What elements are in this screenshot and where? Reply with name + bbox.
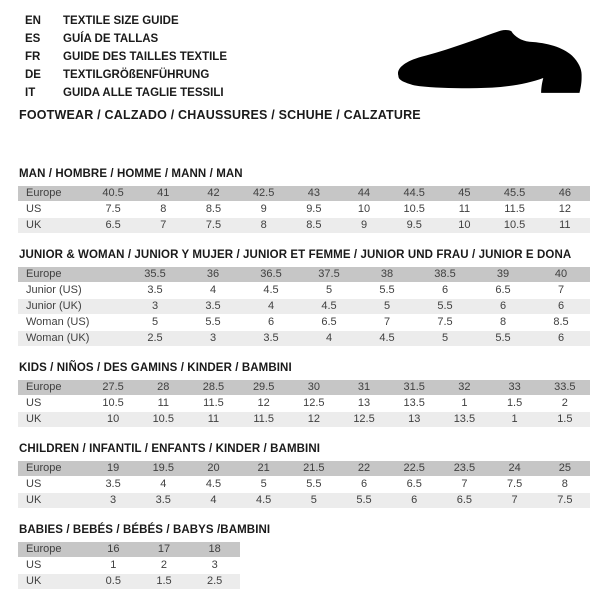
size-section-children [18,443,590,509]
table-row [18,461,590,476]
size-cell: 4.5 [300,299,358,314]
size-cell: 12.5 [289,396,339,411]
language-row [25,30,227,48]
size-table-babies [18,541,240,590]
row-label: Junior (US) [18,283,126,298]
size-cell: 2 [540,396,590,411]
size-cell: 3.5 [126,283,184,298]
size-cell: 12 [540,202,590,217]
size-cell: 11.5 [490,202,540,217]
size-cell: 1 [490,412,540,427]
size-cell: 4 [184,283,242,298]
table-row [18,283,590,298]
size-cell: 13.5 [389,396,439,411]
size-cell: 5 [289,493,339,508]
table-row [18,396,590,411]
table-row [18,380,590,395]
size-cell: 31.5 [389,380,439,395]
size-cell: 3.5 [242,331,300,346]
size-cell: 3 [88,493,138,508]
size-cell: 8 [239,218,289,233]
size-cell: 6.5 [389,477,439,492]
size-cell: 9.5 [389,218,439,233]
size-cell: 4 [300,331,358,346]
size-cell: 5 [416,331,474,346]
size-cell: 5 [126,315,184,330]
size-table-junior-woman [18,266,590,347]
language-label: TEXTILGRÖßENFÜHRUNG [63,69,210,81]
row-label: US [18,396,88,411]
row-label: Europe [18,380,88,395]
size-cell: 11 [439,202,489,217]
size-cell: 1.5 [139,574,190,589]
size-cell: 5.5 [289,477,339,492]
size-cell: 36 [184,267,242,282]
size-cell: 7.5 [188,218,238,233]
size-cell: 12 [289,412,339,427]
size-cell: 10.5 [88,396,138,411]
size-cell: 7 [439,477,489,492]
size-cell: 3.5 [88,477,138,492]
category-line: FOOTWEAR / CALZADO / CHAUSSURES / SCHUHE / CALZATURE [19,108,421,122]
table-row [18,186,590,201]
size-cell: 12.5 [339,412,389,427]
row-label: Woman (UK) [18,331,126,346]
size-cell: 4.5 [239,493,289,508]
size-cell: 35.5 [126,267,184,282]
table-row [18,315,590,330]
size-cell: 6.5 [88,218,138,233]
size-cell: 23.5 [439,461,489,476]
size-cell: 5 [239,477,289,492]
size-cell: 8.5 [188,202,238,217]
row-label: Woman (US) [18,315,126,330]
size-cell: 21 [239,461,289,476]
size-cell: 41 [138,186,188,201]
size-cell: 1 [88,558,139,573]
size-cell: 7 [138,218,188,233]
size-cell: 20 [188,461,238,476]
size-cell: 7.5 [540,493,590,508]
row-label: UK [18,574,88,589]
size-cell: 10 [88,412,138,427]
size-cell: 39 [474,267,532,282]
size-cell: 30 [289,380,339,395]
table-row [18,574,240,589]
size-cell: 31 [339,380,389,395]
row-label: US [18,558,88,573]
size-cell: 44 [339,186,389,201]
language-label: GUIDE DES TAILLES TEXTILE [63,51,227,63]
size-cell: 4 [138,477,188,492]
table-row [18,331,590,346]
size-cell: 21.5 [289,461,339,476]
size-cell: 6.5 [439,493,489,508]
table-row [18,267,590,282]
size-cell: 3 [184,331,242,346]
row-label: UK [18,412,88,427]
size-cell: 13 [389,412,439,427]
size-cell: 6 [532,331,590,346]
language-label: GUÍA DE TALLAS [63,33,159,45]
size-cell: 5.5 [358,283,416,298]
language-code: EN [25,15,41,27]
size-cell: 13.5 [439,412,489,427]
size-cell: 4 [188,493,238,508]
size-cell: 38 [358,267,416,282]
size-cell: 8.5 [289,218,339,233]
table-row [18,493,590,508]
size-section-man [18,168,590,234]
size-cell: 3.5 [138,493,188,508]
size-cell: 1.5 [540,412,590,427]
size-cell: 40 [532,267,590,282]
size-cell: 7 [358,315,416,330]
size-cell: 10 [339,202,389,217]
size-cell: 6.5 [300,315,358,330]
size-cell: 22 [339,461,389,476]
size-cell: 5.5 [416,299,474,314]
size-cell: 5 [358,299,416,314]
language-label: TEXTILE SIZE GUIDE [63,15,179,27]
size-cell: 10.5 [490,218,540,233]
size-cell: 6 [389,493,439,508]
dress-shoe-icon [392,26,588,98]
size-cell: 36.5 [242,267,300,282]
size-cell: 46 [540,186,590,201]
size-cell: 11.5 [239,412,289,427]
size-cell: 4.5 [188,477,238,492]
size-cell: 11 [138,396,188,411]
size-cell: 8 [540,477,590,492]
size-cell: 9 [339,218,389,233]
size-cell: 27.5 [88,380,138,395]
row-label: Junior (UK) [18,299,126,314]
size-cell: 19 [88,461,138,476]
language-list [25,12,227,102]
size-cell: 3.5 [184,299,242,314]
section-title: BABIES / BEBÉS / BÉBÉS / BABYS /BAMBINI [19,524,271,536]
language-label: GUIDA ALLE TAGLIE TESSILI [63,87,224,99]
size-cell: 6 [339,477,389,492]
size-section-babies [18,524,590,590]
table-row [18,542,240,557]
row-label: UK [18,218,88,233]
size-cell: 9.5 [289,202,339,217]
size-cell: 33.5 [540,380,590,395]
size-cell: 5 [300,283,358,298]
size-cell: 5.5 [184,315,242,330]
size-cell: 11 [188,412,238,427]
language-row [25,84,227,102]
table-row [18,202,590,217]
row-label: Europe [18,267,126,282]
size-cell: 1.5 [490,396,540,411]
size-cell: 16 [88,542,139,557]
size-table-children [18,460,590,509]
size-cell: 40.5 [88,186,138,201]
size-cell: 45.5 [490,186,540,201]
section-title: KIDS / NIÑOS / DES GAMINS / KINDER / BAMBINI [19,362,292,374]
size-cell: 10.5 [389,202,439,217]
size-cell: 13 [339,396,389,411]
row-label: US [18,477,88,492]
size-cell: 11 [540,218,590,233]
size-cell: 10.5 [138,412,188,427]
size-cell: 33 [490,380,540,395]
size-cell: 1 [439,396,489,411]
size-cell: 3 [126,299,184,314]
row-label: Europe [18,186,88,201]
size-cell: 11.5 [188,396,238,411]
size-cell: 32 [439,380,489,395]
size-cell: 8 [138,202,188,217]
language-code: IT [25,87,36,99]
row-label: UK [18,493,88,508]
size-cell: 6 [474,299,532,314]
size-cell: 43 [289,186,339,201]
table-row [18,412,590,427]
size-cell: 5.5 [474,331,532,346]
size-cell: 38.5 [416,267,474,282]
size-cell: 3 [189,558,240,573]
section-title: MAN / HOMBRE / HOMME / MANN / MAN [19,168,243,180]
table-row [18,477,590,492]
size-cell: 4.5 [242,283,300,298]
size-cell: 45 [439,186,489,201]
size-cell: 2.5 [189,574,240,589]
size-cell: 17 [139,542,190,557]
size-cell: 25 [540,461,590,476]
size-cell: 7 [532,283,590,298]
section-title: JUNIOR & WOMAN / JUNIOR Y MUJER / JUNIOR ET FEMME / JUNIOR UND FRAU / JUNIOR E DONA [19,249,572,261]
language-row [25,66,227,84]
size-cell: 6 [416,283,474,298]
size-cell: 18 [189,542,240,557]
size-cell: 4 [242,299,300,314]
language-code: DE [25,69,41,81]
size-cell: 5.5 [339,493,389,508]
size-cell: 7.5 [490,477,540,492]
size-cell: 19.5 [138,461,188,476]
size-cell: 37.5 [300,267,358,282]
size-cell: 12 [239,396,289,411]
size-cell: 8.5 [532,315,590,330]
size-cell: 2.5 [126,331,184,346]
row-label: US [18,202,88,217]
size-cell: 0.5 [88,574,139,589]
size-cell: 6.5 [474,283,532,298]
size-cell: 24 [490,461,540,476]
table-row [18,558,240,573]
size-cell: 28 [138,380,188,395]
size-cell: 7.5 [416,315,474,330]
size-cell: 7 [490,493,540,508]
size-cell: 42.5 [239,186,289,201]
size-cell: 9 [239,202,289,217]
size-cell: 4.5 [358,331,416,346]
size-cell: 42 [188,186,238,201]
size-cell: 28.5 [188,380,238,395]
size-cell: 29.5 [239,380,289,395]
size-cell: 10 [439,218,489,233]
row-label: Europe [18,542,88,557]
size-cell: 6 [242,315,300,330]
size-section-kids [18,362,590,428]
size-cell: 44.5 [389,186,439,201]
section-title: CHILDREN / INFANTIL / ENFANTS / KINDER / BAMBINI [19,443,321,455]
table-row [18,299,590,314]
size-cell: 2 [139,558,190,573]
language-code: ES [25,33,41,45]
language-code: FR [25,51,41,63]
language-row [25,12,227,30]
size-section-junior-woman [18,249,590,347]
row-label: Europe [18,461,88,476]
size-table-man [18,185,590,234]
size-cell: 8 [474,315,532,330]
size-table-kids [18,379,590,428]
size-tables [18,160,590,590]
language-row [25,48,227,66]
table-row [18,218,590,233]
size-cell: 7.5 [88,202,138,217]
size-cell: 22.5 [389,461,439,476]
size-cell: 6 [532,299,590,314]
